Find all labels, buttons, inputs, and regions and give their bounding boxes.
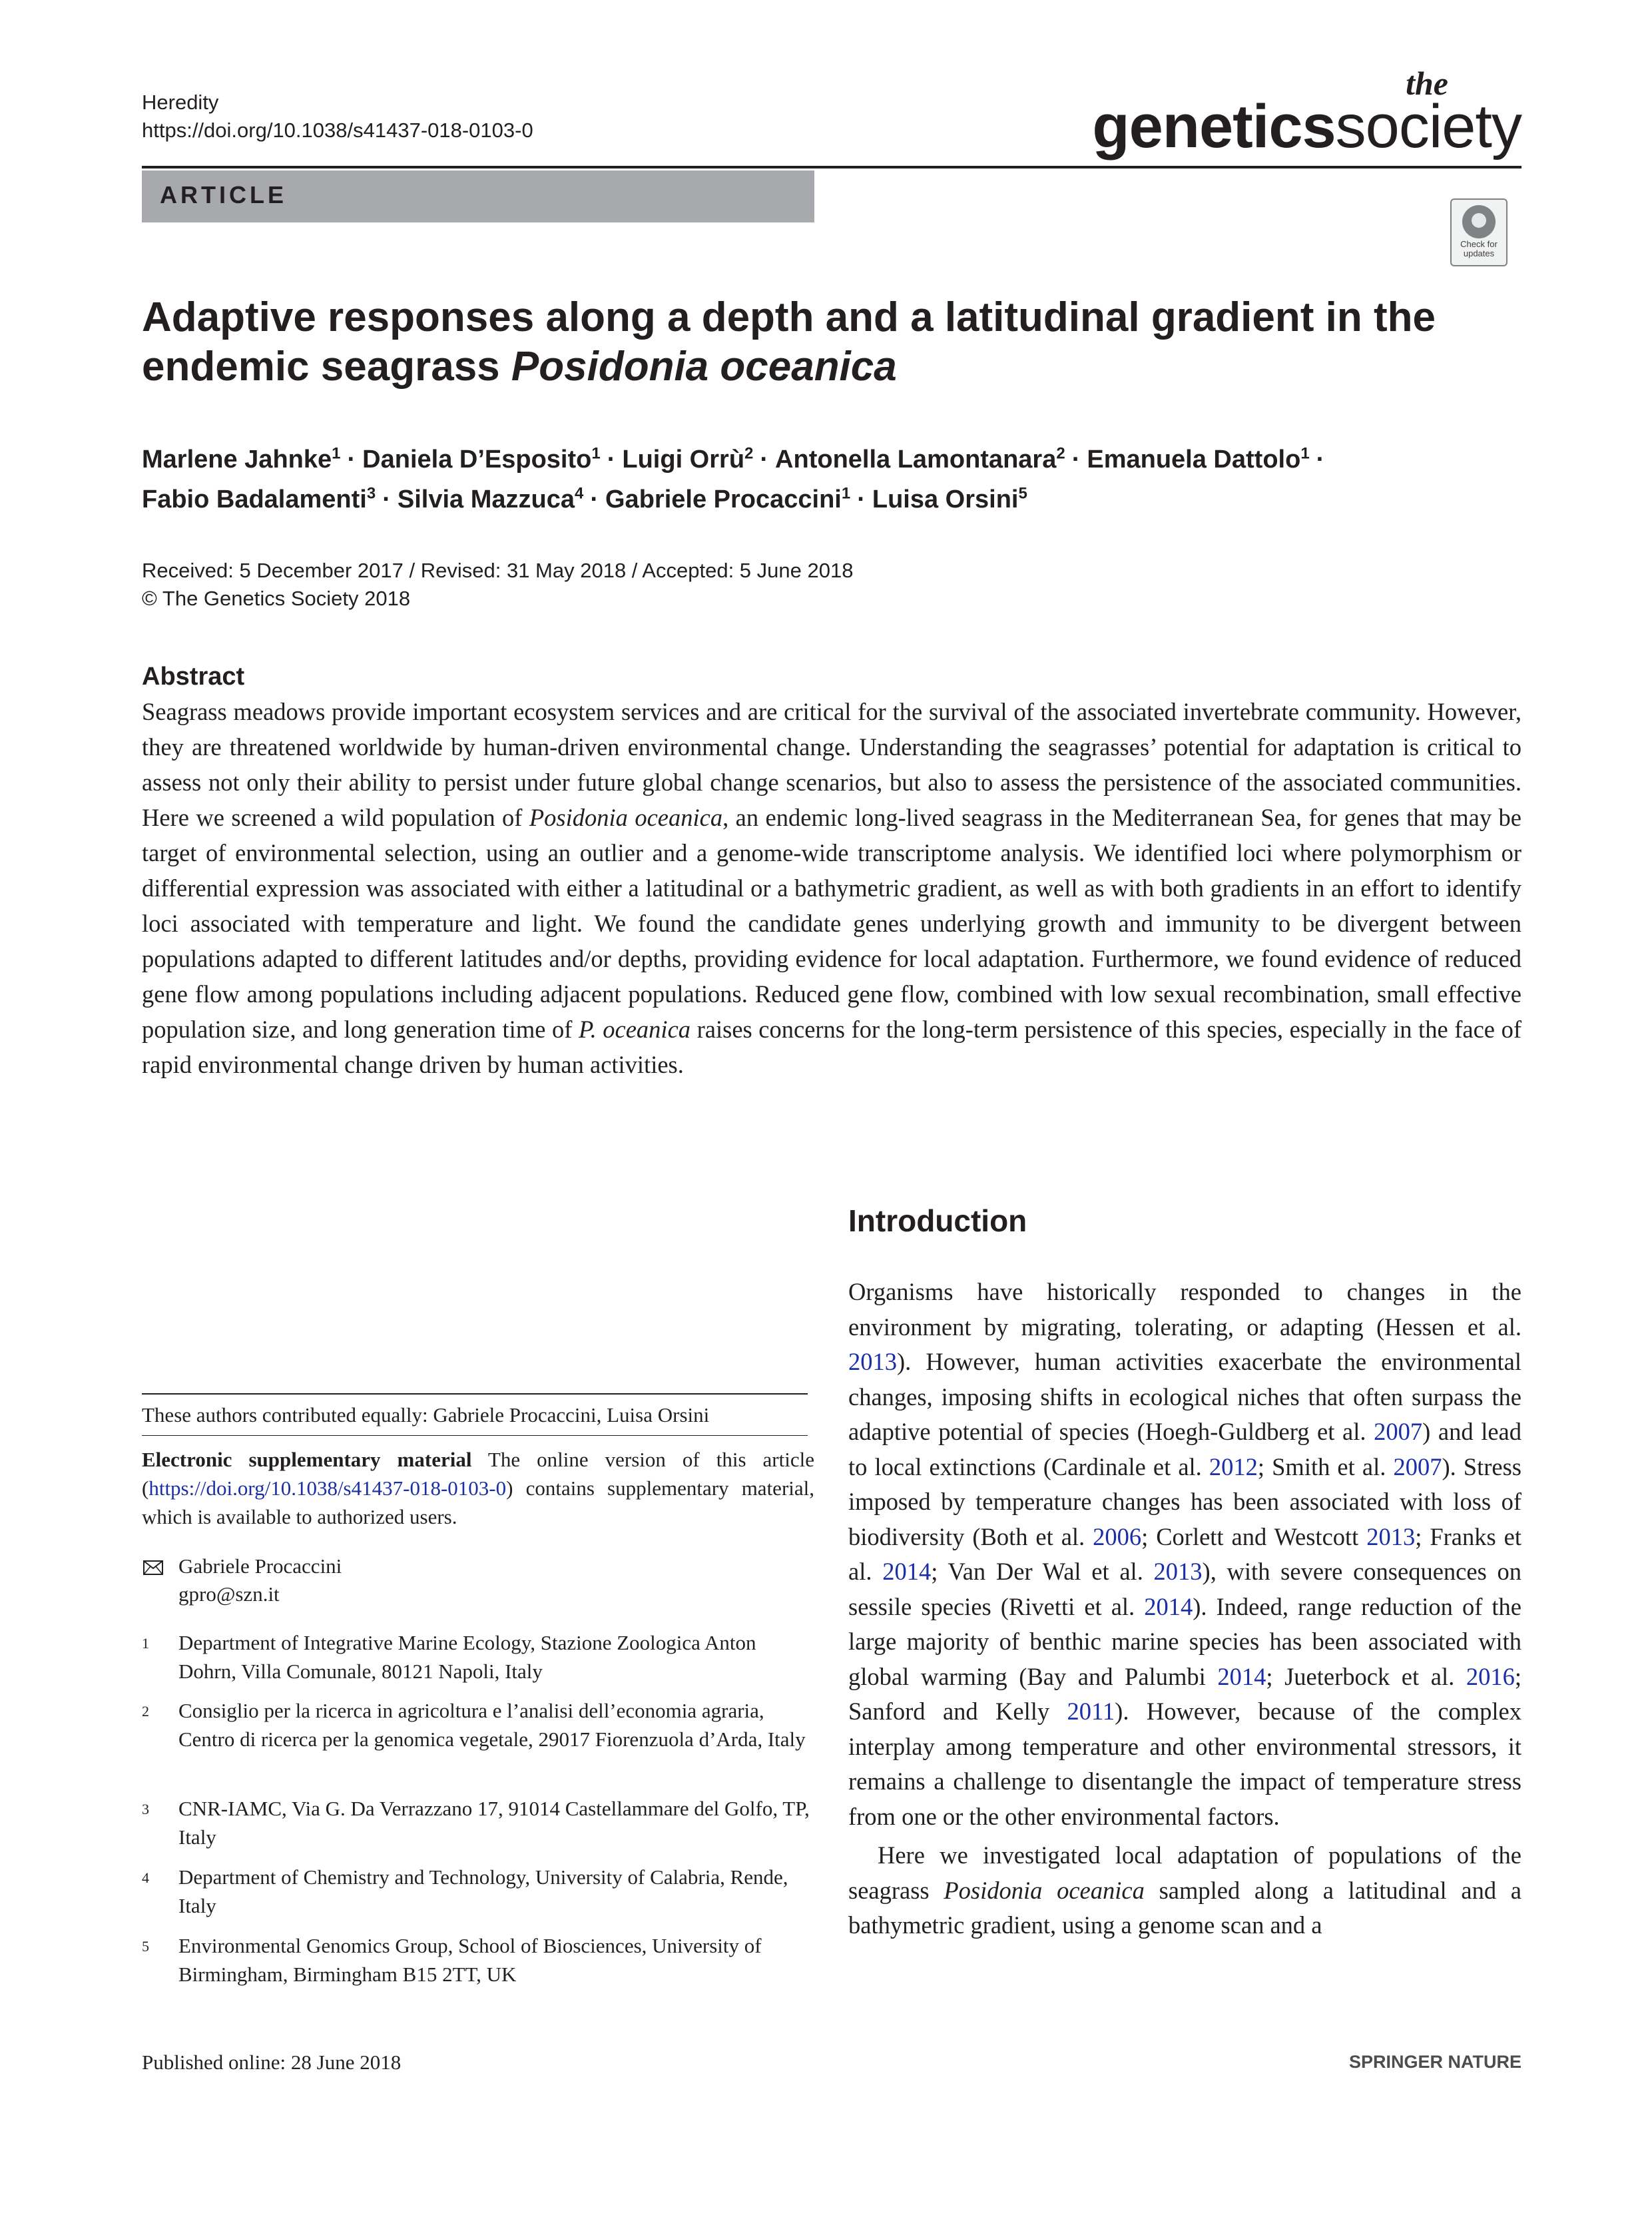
intro-text-run: ; Van Der Wal et al. (931, 1558, 1154, 1585)
journal-name: Heredity (142, 91, 219, 114)
author-affiliation-mark: 4 (574, 484, 584, 503)
affiliation-text: Department of Chemistry and Technology, University of Calabria, Rende, Italy (178, 1865, 788, 1917)
intro-text-run: ; Franks et al. (848, 1522, 1521, 1585)
intro-text-run: ; Sanford and Kelly (848, 1662, 1521, 1725)
abstract-part-1: Seagrass meadows provide important ecosystem services and are critical for the survival of the associated invertebrate community. However, they are threatened worldwide by human-driven environmental change. Understanding the seagrasses’ potential for adaptation is critical to assess not only their ability to persist under future global change scenarios, but also to assess the persistence of the associated communities. Here we screened a wild population of (142, 698, 1521, 831)
logo-wordmark (1092, 93, 1521, 160)
supplementary-material-note (142, 1445, 814, 1531)
abstract-species-2: P. oceanica (578, 1016, 691, 1043)
citation-link[interactable]: 2013 (848, 1348, 897, 1375)
intro-text-run: Organisms have historically responded to changes in the environment by migrating, tolerating, or adapting (Hessen et al. (848, 1278, 1521, 1341)
affiliation-text: CNR-IAMC, Via G. Da Verrazzano 17, 91014 Castellammare del Golfo, TP, Italy (178, 1797, 810, 1849)
affiliation-number: 2 (142, 1703, 149, 1720)
title-line-2-prefix: endemic seagrass (142, 344, 511, 390)
logo-the: the (1406, 65, 1448, 102)
intro-text-run: ). Indeed, range reduction of the large majority of benthic marine species has been associated with global warming (Bay and Palumbi (848, 1592, 1521, 1690)
esm-text-after: ) contains supplementary material, which is available to authorized users. (142, 1476, 814, 1528)
intro-text-run: ; Smith et al. (1257, 1452, 1394, 1480)
citation-link[interactable]: 2014 (1217, 1662, 1266, 1690)
footnote-rule (142, 1393, 808, 1395)
copyright: © The Genetics Society 2018 (142, 587, 411, 610)
author-separator: · (760, 446, 769, 474)
author-name[interactable]: Gabriele Procaccini (605, 485, 842, 513)
citation-link[interactable]: 2012 (1209, 1452, 1258, 1480)
intro-text-run: ; Corlett and Westcott (1141, 1522, 1367, 1550)
citation-link[interactable]: 2007 (1393, 1452, 1442, 1480)
intro-text-run: ). However, human activities exacerbate the environmental changes, imposing shifts in ecological niches that often surpass the adaptive potential of species (Hoegh-Guldberg et al. (848, 1348, 1521, 1445)
title-species-name: Posidonia oceanica (511, 344, 897, 390)
citation-link[interactable]: 2013 (1153, 1558, 1203, 1585)
abstract-part-2: , an endemic long-lived seagrass in the Mediterranean Sea, for genes that may be target of environmental selection, using an outlier and a genome-wide transcriptome analysis. We identified loci where polymorphism or differential expression was associated with either a latitudinal or a bathymetric gradient, as well as with both gradients in an effort to identify loci associated with temperature and light. We found the candidate genes underlying growth and immunity to be divergent between populations adapted to different latitudes and/or depths, providing evidence for local adaptation. Furthermore, we found evidence of reduced gene flow among populations including adjacent populations. Reduced gene flow, combined with low sexual recombination, small effective population size, and long generation time of (142, 804, 1521, 1043)
intro-p2-suffix: sampled along a latitudinal and a bathymetric gradient, using a genome scan and a (848, 1876, 1521, 1939)
check-for-updates-button[interactable] (1450, 198, 1508, 266)
affiliation-text: Environmental Genomics Group, School of Biosciences, University of Birmingham, Birmingham B15 2TT, UK (178, 1934, 762, 1986)
citation-link[interactable]: 2013 (1366, 1522, 1416, 1550)
author-separator: · (857, 485, 866, 513)
introduction-text (848, 1275, 1521, 1943)
affiliation-text: Consiglio per la ricerca in agricoltura e l’analisi dell’economia agraria, Centro di ricerca per la genomica vegetale, 29017 Fiorenzuola d’Arda, Italy (178, 1699, 806, 1751)
intro-text-run: ) and lead to local extinctions (Cardinale et al. (848, 1418, 1521, 1480)
affiliation-number: 4 (142, 1869, 149, 1886)
esm-label: Electronic supplementary material (142, 1448, 472, 1471)
esm-text-before: The online version of this article ( (142, 1448, 814, 1500)
logo-bold: genetics (1092, 93, 1336, 160)
check-updates-label: Check for updates (1460, 239, 1498, 258)
citation-link[interactable]: 2014 (1144, 1592, 1193, 1620)
abstract-part-3: raises concerns for the long-term persistence of this species, especially in the face of rapid environmental change driven by human activities. (142, 1016, 1521, 1078)
author-name[interactable]: Daniela D’Esposito (362, 446, 592, 474)
article-doi[interactable]: https://doi.org/10.1038/s41437-018-0103-0 (142, 119, 533, 142)
abstract-heading: Abstract (142, 663, 245, 691)
author-name[interactable]: Luisa Orsini (872, 485, 1019, 513)
intro-text-run: ), with severe consequences on sessile species (Rivetti et al. (848, 1558, 1521, 1620)
springer-nature-logo: SPRINGER NATURE (1348, 2052, 1521, 2072)
equal-contribution-note: These authors contributed equally: Gabriele Procaccini, Luisa Orsini (142, 1403, 710, 1426)
intro-text-run: ). Stress imposed by temperature changes has been associated with loss of biodiversity (Both et al. (848, 1452, 1522, 1550)
author-affiliation-mark: 1 (1300, 444, 1310, 463)
intro-text-run: ). However, because of the complex interplay among temperature and other environmental stressors, it remains a challenge to disentangle the impact of temperature stress from one or the other environmental factors. (848, 1698, 1521, 1830)
intro-p2-prefix: Here we investigated local adaptation of populations of the seagrass (848, 1841, 1521, 1904)
corresponding-author-email[interactable]: gpro@szn.it (178, 1582, 280, 1606)
author-affiliation-mark: 1 (591, 444, 601, 463)
footnote-divider (142, 1435, 808, 1436)
author-separator: · (1071, 446, 1081, 474)
author-affiliation-mark: 1 (841, 484, 851, 503)
affiliation-number: 1 (142, 1635, 149, 1652)
article-type-label: ARTICLE (160, 181, 287, 208)
check-updates-icon (1462, 205, 1496, 238)
author-affiliation-mark: 3 (366, 484, 376, 503)
author-name[interactable]: Emanuela Dattolo (1087, 446, 1301, 474)
author-affiliation-mark: 2 (744, 444, 754, 463)
author-separator: · (1316, 446, 1325, 474)
envelope-icon (143, 1560, 163, 1575)
published-online-date: Published online: 28 June 2018 (142, 2051, 402, 2074)
intro-text-run: ; Jueterbock et al. (1266, 1662, 1466, 1690)
intro-p2-species: Posidonia oceanica (944, 1876, 1145, 1904)
header-rule (142, 166, 1521, 168)
abstract-text (142, 694, 1521, 1082)
affiliation-number: 5 (142, 1938, 149, 1955)
citation-link[interactable]: 2007 (1374, 1418, 1423, 1445)
genetics-society-logo (1092, 65, 1521, 160)
author-name[interactable]: Silvia Mazzuca (397, 485, 575, 513)
author-name[interactable]: Luigi Orrù (622, 446, 745, 474)
author-name[interactable]: Marlene Jahnke (142, 446, 332, 474)
introduction-paragraph-2 (848, 1838, 1521, 1943)
citation-link[interactable]: 2016 (1466, 1662, 1515, 1690)
esm-link[interactable]: https://doi.org/10.1038/s41437-018-0103-0 (148, 1476, 507, 1500)
citation-link[interactable]: 2006 (1093, 1522, 1142, 1550)
author-separator: · (347, 446, 356, 474)
title-line-1: Adaptive responses along a depth and a latitudinal gradient in the (142, 294, 1436, 340)
author-affiliation-mark: 2 (1056, 444, 1065, 463)
author-separator: · (607, 446, 616, 474)
author-affiliation-mark: 5 (1018, 484, 1027, 503)
paper-title (142, 293, 1507, 392)
citation-link[interactable]: 2011 (1067, 1698, 1115, 1725)
affiliation-text: Department of Integrative Marine Ecology, Stazione Zoologica Anton Dohrn, Villa Comunale, 80121 Napoli, Italy (178, 1631, 756, 1683)
introduction-paragraph-1 (848, 1275, 1521, 1834)
author-separator: · (590, 485, 599, 513)
logo-light: society (1335, 93, 1521, 160)
abstract-species-1: Posidonia oceanica (529, 804, 723, 831)
author-name[interactable]: Fabio Badalamenti (142, 485, 367, 513)
affiliation-number: 3 (142, 1801, 149, 1817)
corresponding-author-name: Gabriele Procaccini (178, 1554, 342, 1578)
author-list (142, 440, 1521, 519)
citation-link[interactable]: 2014 (882, 1558, 932, 1585)
author-separator: · (382, 485, 391, 513)
author-affiliation-mark: 1 (332, 444, 341, 463)
author-name[interactable]: Antonella Lamontanara (775, 446, 1057, 474)
introduction-heading: Introduction (848, 1203, 1027, 1238)
received-dates: Received: 5 December 2017 / Revised: 31 May 2018 / Accepted: 5 June 2018 (142, 559, 854, 582)
